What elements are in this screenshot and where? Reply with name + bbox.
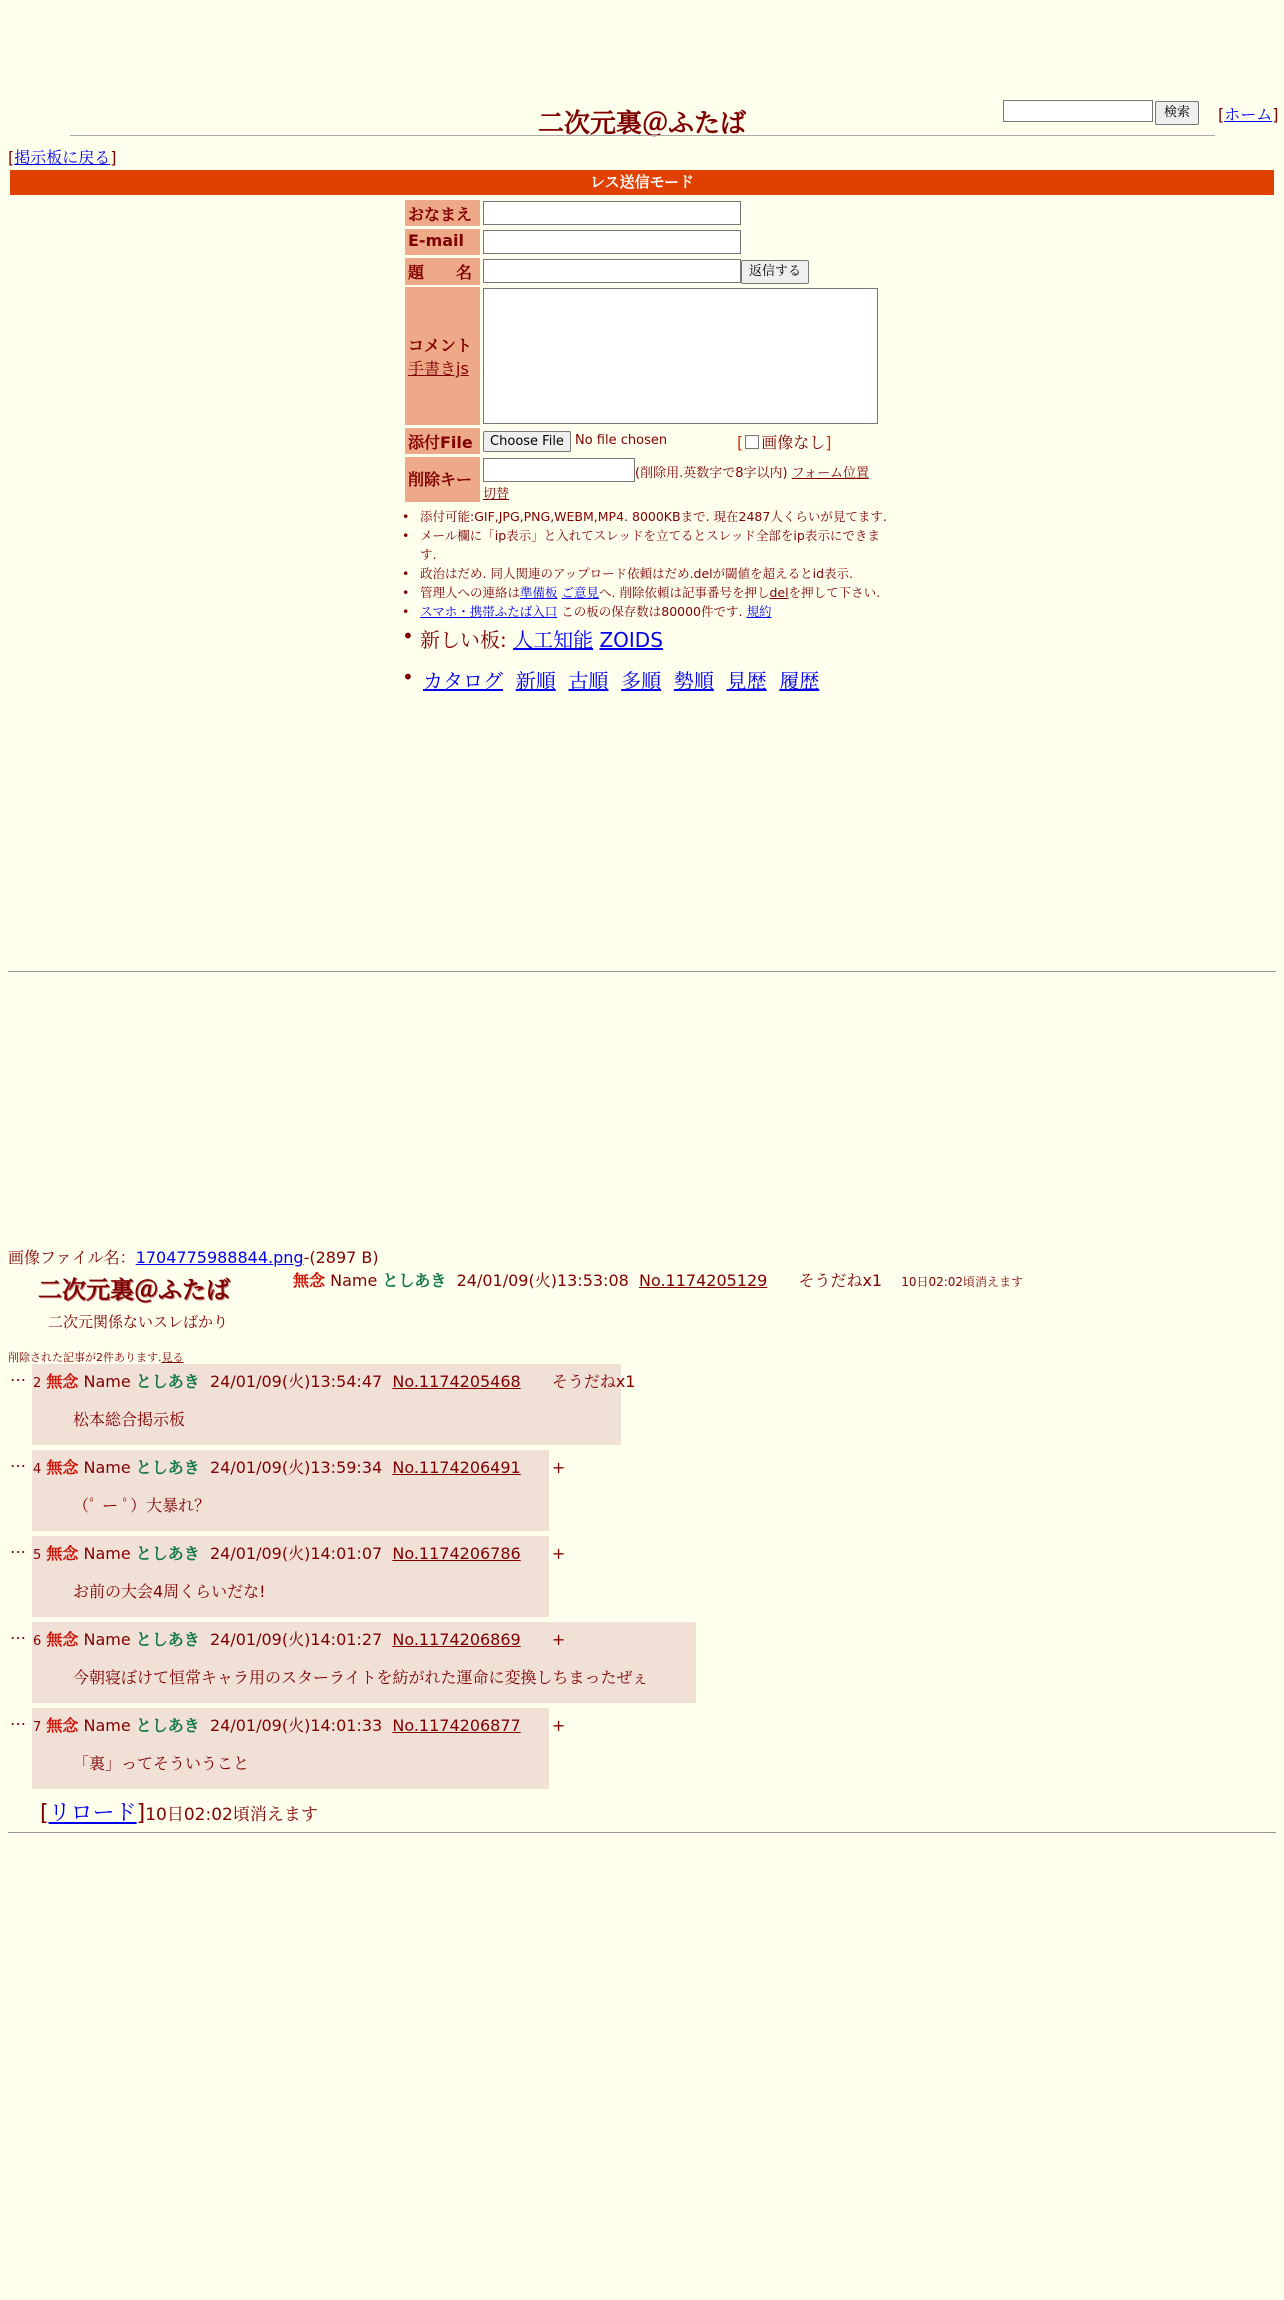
thumbnail-subtitle: 二次元関係ないスレばかり <box>48 1313 229 1331</box>
reply-post <box>32 1708 566 1789</box>
reply-subject: 無念 <box>46 1458 79 1477</box>
reply-body: 松本総合掲示板 <box>73 1410 186 1429</box>
reload-link[interactable]: リロード <box>48 1801 137 1826</box>
reply-name-label: Name <box>83 1372 131 1391</box>
reply-dots: … <box>10 1366 26 1385</box>
reply-body: 今朝寝ぼけて恒常キャラ用のスターライトを紡がれた運命に変換しちまったぜぇ <box>73 1668 649 1687</box>
no-image-label: 画像なし <box>761 433 826 452</box>
image-file-size: -(2897 B) <box>303 1248 379 1267</box>
reply-post <box>32 1450 566 1531</box>
sort-many-link[interactable]: 多順 <box>621 669 662 693</box>
subject-field[interactable] <box>483 259 741 283</box>
reply-sodane[interactable]: + <box>551 1544 566 1563</box>
rules-link[interactable]: 規約 <box>746 604 772 619</box>
reply-number: 7 <box>33 1720 42 1735</box>
post-history-link[interactable]: 履歴 <box>779 669 820 693</box>
reply-mode-bar: レス送信モード <box>10 170 1274 195</box>
form-position-toggle-link[interactable]: 切替 <box>483 487 510 502</box>
reply-date: 24/01/09(火)13:59:34 <box>209 1458 383 1477</box>
reply-sodane[interactable]: + <box>551 1458 566 1477</box>
op-expire: 10日02:02頃消えます <box>901 1275 1024 1289</box>
reply-dots: … <box>10 1452 26 1471</box>
sort-new-link[interactable]: 新順 <box>515 669 556 693</box>
no-file-text: No file chosen <box>575 433 668 448</box>
reply-date: 24/01/09(火)13:54:47 <box>209 1372 383 1391</box>
thumbnail-title: 二次元裏＠ふたば <box>38 1276 230 1304</box>
comment-label: コメント <box>408 336 473 355</box>
form-position-link[interactable]: フォーム位置 <box>791 466 870 481</box>
reply-sodane[interactable]: + <box>551 1630 566 1649</box>
note-politics: • 政治はだめ. 同人関連のアップロード依頼はだめ.delが閾値を超えるとid表示. <box>420 564 900 583</box>
reply-post <box>32 1536 566 1617</box>
op-sodane[interactable]: そうだねx1 <box>798 1271 883 1290</box>
reply-number-link[interactable]: No.1174205468 <box>392 1372 521 1391</box>
reply-post <box>32 1622 696 1703</box>
reply-body: （ﾟ ー ﾟ）大暴れ？ <box>73 1496 211 1515</box>
tegaki-link[interactable]: 手書きjs <box>408 359 469 378</box>
email-label: E-mail <box>405 229 480 255</box>
reply-header <box>33 1713 565 1736</box>
reply-number: 5 <box>33 1548 42 1563</box>
note-allowed-files: • 添付可能:GIF,JPG,PNG,WEBM,MP4. 8000KBまで. 現在2487人くらいが見てます. <box>420 507 900 526</box>
note-contact: • 管理人への連絡は準備板 ご意見へ. 削除依頼は記事番号を押しdelを押して下さい. <box>420 583 900 602</box>
board-notes <box>420 507 900 621</box>
delete-key-note-row <box>635 462 869 481</box>
op-name: としあき <box>382 1271 447 1290</box>
back-to-board-link[interactable]: 掲示板に戻る <box>14 148 111 167</box>
reply-subject: 無念 <box>46 1630 79 1649</box>
catalog-nav: • カタログ 新順 古順 多順 勢順 見歴 履歴 <box>402 665 820 693</box>
file-label: 添付File <box>405 428 480 454</box>
new-boards-label: 新しい板: <box>420 628 507 652</box>
reply-name: としあき <box>135 1544 200 1563</box>
reply-name: としあき <box>135 1372 200 1391</box>
note-mobile: • スマホ・携帯ふたば入口 この板の保存数は80000件です. 規約 <box>420 602 900 621</box>
sort-momentum-link[interactable]: 勢順 <box>673 669 714 693</box>
deleted-note: 削除された記事が2件あります.見る <box>8 1351 184 1364</box>
reply-name: としあき <box>135 1630 200 1649</box>
del-link[interactable]: del <box>769 585 789 600</box>
new-boards-row: • 新しい板: 人工知能 ZOIDS <box>402 624 663 652</box>
footer-divider <box>8 1832 1276 1833</box>
reply-name-label: Name <box>83 1630 131 1649</box>
delete-key-label: 削除キー <box>405 457 480 502</box>
op-date: 24/01/09(火)13:53:08 <box>456 1271 629 1290</box>
reply-subject: 無念 <box>46 1544 79 1563</box>
op-header <box>293 1268 1023 1291</box>
mobile-entry-link[interactable]: スマホ・携帯ふたば入口 <box>420 604 558 619</box>
name-label: おなまえ <box>405 200 480 226</box>
reply-name-label: Name <box>83 1544 131 1563</box>
name-field[interactable] <box>483 201 741 225</box>
reply-header <box>33 1541 565 1564</box>
note-ip-display: • メール欄に「ip表示」と入れてスレッドを立てるとスレッド全部をip表示にできま す. <box>420 526 900 564</box>
reply-dots: … <box>10 1538 26 1557</box>
reply-name: としあき <box>135 1458 200 1477</box>
reply-post <box>32 1364 636 1445</box>
delete-key-field[interactable] <box>483 458 635 482</box>
no-image-checkbox[interactable] <box>745 435 759 449</box>
reply-number: 2 <box>33 1376 42 1391</box>
footer-expire: 10日02:02頃消えます <box>145 1805 318 1825</box>
page-title: 二次元裏＠ふたば <box>537 109 746 139</box>
submit-reply-button[interactable]: 返信する <box>741 260 809 284</box>
no-image-option: [ 画像なし] <box>737 433 832 452</box>
reply-name-label: Name <box>83 1716 131 1735</box>
reply-sodane[interactable]: + <box>551 1716 566 1735</box>
reply-date: 24/01/09(火)14:01:07 <box>209 1544 383 1563</box>
reply-subject: 無念 <box>46 1372 79 1391</box>
email-field[interactable] <box>483 230 741 254</box>
reply-number-link[interactable]: No.1174206786 <box>392 1544 521 1563</box>
op-subject: 無念 <box>293 1271 326 1290</box>
reply-number-link[interactable]: No.1174206877 <box>392 1716 521 1735</box>
prep-board-link[interactable]: 準備板 <box>520 585 558 600</box>
back-link-wrapper: [掲示板に戻る] <box>8 148 117 167</box>
reply-number: 4 <box>33 1462 42 1477</box>
reply-number-link[interactable]: No.1174206869 <box>392 1630 521 1649</box>
thread-thumbnail[interactable] <box>38 1270 278 1332</box>
reply-dots: … <box>10 1624 26 1643</box>
choose-file-button[interactable]: Choose File <box>483 431 571 452</box>
sort-old-link[interactable]: 古順 <box>568 669 609 693</box>
reload-row: [リロード]10日02:02頃消えます <box>40 1801 318 1826</box>
section-divider <box>8 971 1276 972</box>
comment-label-cell <box>405 287 480 425</box>
op-number-link[interactable]: No.1174205129 <box>638 1271 768 1290</box>
home-link[interactable]: ホーム <box>1224 105 1273 124</box>
image-file-label: 画像ファイル名： <box>8 1248 136 1267</box>
reply-number-link[interactable]: No.1174206491 <box>392 1458 521 1477</box>
subject-label: 題 名 <box>405 258 480 285</box>
reply-date: 24/01/09(火)14:01:27 <box>209 1630 383 1649</box>
reply-header <box>33 1455 565 1478</box>
reply-body: お前の大会4周くらいだな! <box>73 1582 266 1601</box>
reply-date: 24/01/09(火)14:01:33 <box>209 1716 383 1735</box>
new-board-zoids-link[interactable]: ZOIDS <box>599 628 663 652</box>
reply-number: 6 <box>33 1634 42 1649</box>
op-name-label: Name <box>330 1271 378 1290</box>
image-file-link[interactable]: 1704775988844.png <box>135 1248 304 1267</box>
new-board-ai-link[interactable]: 人工知能 <box>513 628 594 652</box>
reply-header <box>33 1369 635 1392</box>
reply-sodane[interactable]: そうだねx1 <box>551 1372 636 1391</box>
reply-name-label: Name <box>83 1458 131 1477</box>
image-file-row <box>8 1245 379 1268</box>
home-link-wrapper: [ホーム] <box>1218 105 1279 124</box>
view-history-link[interactable]: 見歴 <box>726 669 767 693</box>
comment-textarea[interactable] <box>483 288 878 424</box>
search-button[interactable]: 検索 <box>1155 101 1199 125</box>
reply-header <box>33 1627 565 1650</box>
deleted-show-link[interactable]: 見る <box>161 1351 184 1364</box>
reply-subject: 無念 <box>46 1716 79 1735</box>
catalog-link[interactable]: カタログ <box>423 669 503 693</box>
reply-dots: … <box>10 1710 26 1729</box>
title-divider <box>70 135 1215 136</box>
reply-name: としあき <box>135 1716 200 1735</box>
feedback-link[interactable]: ご意見 <box>561 585 600 600</box>
reply-body: 「裏」ってそういうこと <box>73 1754 250 1773</box>
delete-key-note: (削除用.英数字で8字以内) <box>635 466 788 481</box>
